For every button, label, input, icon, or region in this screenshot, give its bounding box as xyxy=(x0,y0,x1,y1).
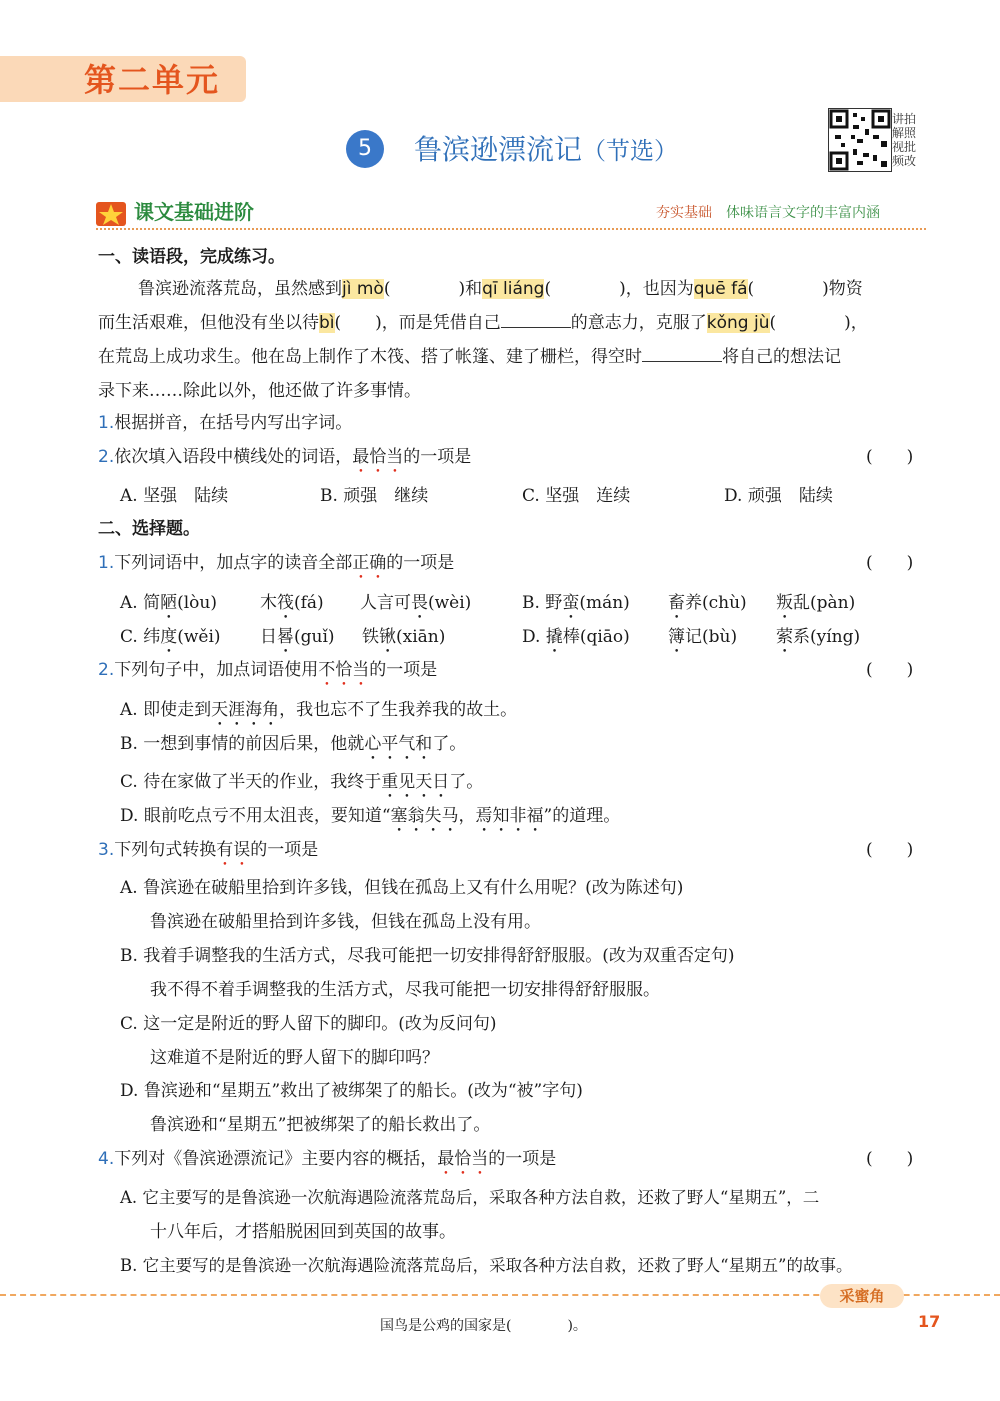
option-text: 木 xyxy=(260,593,277,613)
option-word xyxy=(668,588,747,623)
option-word xyxy=(260,622,335,657)
question-number: 1. xyxy=(98,413,115,433)
question-text: 根据拼音，在括号内写出字词。 xyxy=(114,413,353,433)
option[interactable] xyxy=(120,622,221,657)
option-word xyxy=(260,588,324,623)
pinyin: (yíng) xyxy=(810,627,861,647)
answer-box[interactable]: ( ) xyxy=(866,447,914,467)
option-detail: 鲁滨逊在破船里拾到许多钱，但钱在孤岛上没有用。 xyxy=(150,912,541,932)
emphasis-char: 撬 xyxy=(545,627,563,647)
option[interactable]: D. 顽强 陆续 xyxy=(724,486,833,506)
emphasis-text: 心平气和 xyxy=(364,734,433,754)
qr-caption-char: 讲 xyxy=(892,112,905,126)
section-tag-1: 夯实基础 xyxy=(656,205,712,221)
option-text: C. 纬 xyxy=(120,627,161,647)
emphasis-text: 天涯海角 xyxy=(211,700,280,720)
option[interactable] xyxy=(522,622,630,657)
option-text: 人言可 xyxy=(360,593,411,613)
footer-trivia: 国鸟是公鸡的国家是( )。 xyxy=(380,1318,587,1334)
question-text: 下列句式转换 xyxy=(114,840,217,860)
qr-caption-char: 频 xyxy=(892,154,905,168)
option[interactable]: B. 顽强 继续 xyxy=(320,486,429,506)
question-text: 的一项是 xyxy=(250,840,319,860)
passage-text: 而生活艰难，但他没有坐以待 xyxy=(98,313,319,333)
pinyin: (bù) xyxy=(702,627,738,647)
option-text: B. 野 xyxy=(522,593,563,613)
passage-text: 将自己的想法记 xyxy=(722,347,841,367)
question-number: 1. xyxy=(98,553,115,573)
pinyin: (xiān) xyxy=(396,627,446,647)
option-text: B. 一想到事情的前因后果，他就 xyxy=(120,734,365,754)
question-text: 下列词语中，加点字的读音全部 xyxy=(114,553,353,573)
question-text: 的一项是 xyxy=(369,660,438,680)
pinyin: jì mò xyxy=(342,279,384,299)
section-title: 课文基础进阶 xyxy=(134,200,254,224)
section-divider xyxy=(96,228,926,230)
option-text: 养 xyxy=(685,593,702,613)
passage-line-4: 录下来……除此以外，他还做了许多事情。 xyxy=(98,381,421,401)
answer-paren[interactable]: ( )和 xyxy=(383,279,483,299)
option-text: ”的道理。 xyxy=(543,806,621,826)
pinyin: (wěi) xyxy=(177,627,221,647)
option[interactable]: C. 这一定是附近的野人留下的脚印。(改为反问句) xyxy=(120,1014,497,1034)
part1-heading: 一、读语段，完成练习。 xyxy=(98,247,285,267)
pinyin: (pàn) xyxy=(810,593,856,613)
emphasis-char: 锹 xyxy=(379,627,396,647)
option-detail: 鲁滨逊和“星期五”把被绑架了的船长救出了。 xyxy=(150,1115,491,1135)
option-text: 了。 xyxy=(449,772,484,792)
emphasis-char: 畜 xyxy=(668,593,685,613)
option-word xyxy=(668,622,737,657)
emphasis-char: 萦 xyxy=(776,627,793,647)
qr-code-icon[interactable] xyxy=(828,108,892,172)
question-number: 2. xyxy=(98,447,115,467)
option-text: A. 即使走到 xyxy=(120,700,212,720)
option-text: D. xyxy=(522,627,546,647)
pinyin: (mán) xyxy=(579,593,630,613)
qr-caption-char: 批 xyxy=(904,140,917,154)
section-tags xyxy=(656,203,880,223)
option[interactable] xyxy=(120,588,217,623)
emphasis-text: 重见天日 xyxy=(381,772,450,792)
qr-caption-char: 视 xyxy=(892,140,905,154)
answer-paren[interactable]: ( )， xyxy=(769,313,868,333)
passage-line-1 xyxy=(138,274,863,304)
option-detail: 我不得不着手调整我的生活方式，尽我可能把一切安排得舒舒服服。 xyxy=(150,980,660,1000)
option[interactable]: D. 鲁滨逊和“星期五”救出了被绑架了的船长。(改为“被”字句) xyxy=(120,1081,583,1101)
option-word xyxy=(362,622,445,657)
question-text: 的一项是 xyxy=(488,1149,557,1169)
question-number: 2. xyxy=(98,660,115,680)
option[interactable]: B. 我着手调整我的生活方式，尽我可能把一切安排得舒舒服服。(改为双重否定句) xyxy=(120,946,735,966)
lesson-title xyxy=(414,130,678,171)
pinyin: (fá) xyxy=(294,593,324,613)
answer-paren[interactable]: ( )，而是凭借自己 xyxy=(334,313,501,333)
emphasis-char: 陋 xyxy=(160,593,178,613)
option[interactable] xyxy=(120,695,517,730)
passage-text: 鲁滨逊流落荒岛，虽然感到 xyxy=(138,279,342,299)
answer-box[interactable]: ( ) xyxy=(866,553,914,573)
emphasis-char: 叛 xyxy=(776,593,793,613)
fill-blank[interactable] xyxy=(642,343,722,362)
lesson-number: 5 xyxy=(346,130,384,168)
pinyin: (wèi) xyxy=(428,593,472,613)
pinyin: (qiāo) xyxy=(579,627,630,647)
page-number: 17 xyxy=(918,1312,941,1331)
option[interactable]: C. 坚强 连续 xyxy=(522,486,631,506)
emphasis-char: 蛮 xyxy=(562,593,580,613)
question-text: 的一项是 xyxy=(386,553,455,573)
emphasis-char: 筏 xyxy=(277,593,294,613)
pinyin: bì xyxy=(319,313,335,333)
option[interactable]: B. 它主要写的是鲁滨逊一次航海遇险流落荒岛后，采取各种方法自救，还救了野人“星期五”的故事。 xyxy=(120,1256,853,1275)
option-text: C. 待在家做了半天的作业，我终于 xyxy=(120,772,382,792)
option-text: D. 眼前吃点亏不用太沮丧，要知道“ xyxy=(120,806,391,826)
unit-title: 第二单元 xyxy=(84,61,221,99)
answer-box[interactable]: ( ) xyxy=(866,660,914,680)
emphasis-text: 最恰当 xyxy=(437,1149,489,1169)
pinyin: (guǐ) xyxy=(294,627,335,647)
answer-box[interactable]: ( ) xyxy=(866,1149,914,1169)
emphasis-char: 度 xyxy=(160,627,178,647)
option-text: 了。 xyxy=(432,734,467,754)
pinyin: qī liáng xyxy=(482,279,545,299)
emphasis-text: 塞翁失马，焉知非福 xyxy=(390,806,544,826)
star-icon xyxy=(96,200,126,228)
answer-box[interactable]: ( ) xyxy=(866,840,914,860)
option-detail: 十八年后，才搭船脱困回到英国的故事。 xyxy=(150,1222,456,1242)
question-number: 3. xyxy=(98,840,115,860)
qr-caption-char: 照 xyxy=(904,126,917,140)
qr-caption-char: 解 xyxy=(892,126,905,140)
part2-q2 xyxy=(98,655,437,690)
option-text: 记 xyxy=(685,627,702,647)
lesson-title-text: 鲁滨逊漂流记 xyxy=(414,133,583,166)
passage-line-2 xyxy=(98,308,868,338)
pinyin: kǒng jù xyxy=(706,313,770,333)
pinyin: (chù) xyxy=(702,593,747,613)
option[interactable]: A. 鲁滨逊在破船里拾到许多钱，但钱在孤岛上又有什么用呢？(改为陈述句) xyxy=(120,878,684,898)
passage-text: 的意志力，克服了 xyxy=(570,313,707,333)
option[interactable] xyxy=(120,801,620,836)
option-text: 铁 xyxy=(362,627,379,647)
part1-q1 xyxy=(98,408,352,438)
option-word xyxy=(776,588,855,623)
qr-caption-char: 改 xyxy=(904,154,917,168)
option-text: 系 xyxy=(793,627,810,647)
qr-caption-char: 拍 xyxy=(904,112,917,126)
option[interactable] xyxy=(120,767,483,802)
answer-paren[interactable]: ( )，也因为 xyxy=(544,279,694,299)
emphasis-text: 正确 xyxy=(352,553,387,573)
question-text: 下列对《鲁滨逊漂流记》主要内容的概括， xyxy=(114,1149,438,1169)
part2-q1 xyxy=(98,548,454,583)
option-text: 日 xyxy=(260,627,277,647)
option[interactable]: A. 它主要写的是鲁滨逊一次航海遇险流落荒岛后，采取各种方法自救，还救了野人“星期五”，二 xyxy=(120,1188,820,1207)
pinyin: quē fá xyxy=(693,279,748,299)
emphasis-text: 不恰当 xyxy=(318,660,370,680)
emphasis-char: 晷 xyxy=(277,627,294,647)
emphasis-text: 有误 xyxy=(216,840,251,860)
option[interactable] xyxy=(120,729,466,764)
section-tag-2: 体味语言文字的丰富内涵 xyxy=(726,205,880,221)
option-text: 棒 xyxy=(562,627,580,647)
question-text: 下列句子中，加点词语使用 xyxy=(114,660,319,680)
emphasis-text: 最恰当 xyxy=(352,447,404,467)
qr-caption xyxy=(892,112,926,168)
part2-q4 xyxy=(98,1144,556,1179)
lesson-subtitle: （节选） xyxy=(582,137,679,165)
question-text: 依次填入语段中横线处的词语， xyxy=(114,447,353,467)
question-text: 的一项是 xyxy=(403,447,472,467)
pinyin: (lòu) xyxy=(177,593,217,613)
part2-q3 xyxy=(98,835,318,870)
emphasis-char: 簿 xyxy=(668,627,685,647)
part2-heading: 二、选择题。 xyxy=(98,519,200,539)
option-word xyxy=(776,622,860,657)
question-number: 4. xyxy=(98,1149,115,1169)
option-text: 乱 xyxy=(793,593,810,613)
footer-badge: 采蜜角 xyxy=(820,1284,904,1308)
emphasis-char: 畏 xyxy=(411,593,428,613)
fill-blank[interactable] xyxy=(501,309,571,328)
passage-text: 在荒岛上成功求生。他在岛上制作了木筏、搭了帐篷、建了栅栏，得空时 xyxy=(98,347,642,367)
option[interactable]: A. 坚强 陆续 xyxy=(120,486,229,506)
option[interactable] xyxy=(522,588,630,623)
part1-q2 xyxy=(98,442,471,477)
option-text: A. 简 xyxy=(120,593,161,613)
passage-line-3 xyxy=(98,342,841,372)
option-detail: 这难道不是附近的野人留下的脚印吗？ xyxy=(150,1048,439,1068)
option-word xyxy=(360,588,471,623)
answer-paren[interactable]: ( )物资 xyxy=(747,279,863,299)
option-text: ，我也忘不了生我养我的故土。 xyxy=(279,700,518,720)
